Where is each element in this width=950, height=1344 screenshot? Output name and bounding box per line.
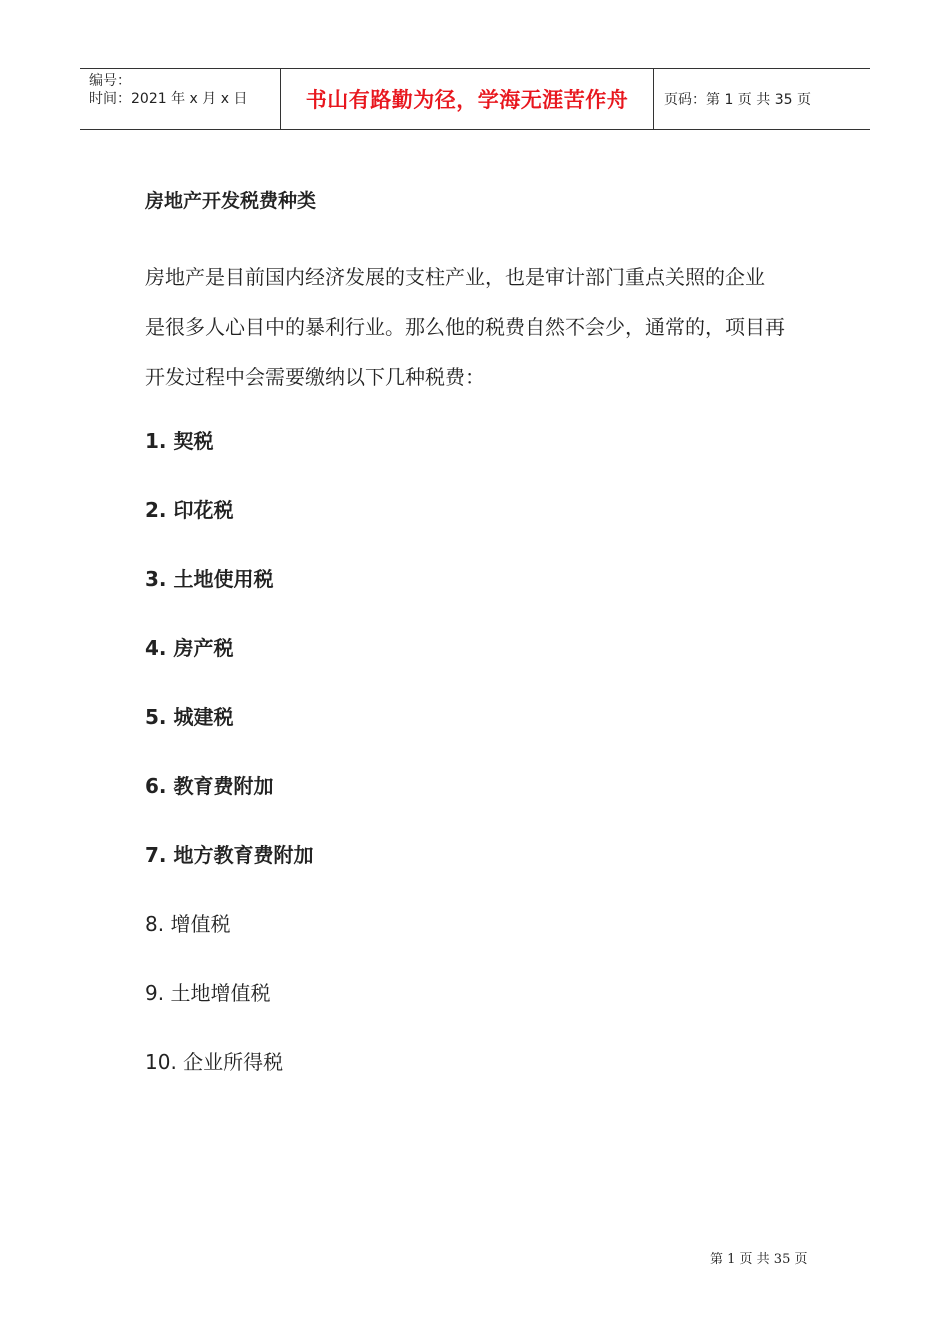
time-label: 时间：2021 年 x 月 x 日 bbox=[89, 91, 248, 107]
paragraph-line: 开发过程中会需要缴纳以下几种税费： bbox=[145, 365, 485, 389]
motto-text: 书山有路勤为径，学海无涯苦作舟 bbox=[305, 87, 629, 112]
tax-item: 5. 城建税 bbox=[145, 705, 234, 729]
header-page-info: 页码：第 1 页 共 35 页 bbox=[664, 92, 811, 108]
tax-item: 2. 印花税 bbox=[145, 498, 234, 522]
tax-item: 10. 企业所得税 bbox=[145, 1050, 284, 1074]
intro-paragraph bbox=[145, 252, 815, 402]
paragraph-line: 房地产是目前国内经济发展的支柱产业，也是审计部门重点关照的企业 bbox=[145, 265, 765, 289]
tax-item: 9. 土地增值税 bbox=[145, 981, 271, 1005]
tax-item: 4. 房产税 bbox=[145, 636, 234, 660]
paragraph-line: 是很多人心目中的暴利行业。那么他的税费自然不会少，通常的，项目再 bbox=[145, 315, 785, 339]
tax-item: 6. 教育费附加 bbox=[145, 774, 274, 798]
number-label: 编号： bbox=[89, 73, 131, 89]
tax-item: 8. 增值税 bbox=[145, 912, 231, 936]
header-meta-cell bbox=[80, 69, 281, 129]
tax-item: 7. 地方教育费附加 bbox=[145, 843, 314, 867]
tax-item: 3. 土地使用税 bbox=[145, 567, 274, 591]
tax-item: 1. 契税 bbox=[145, 429, 214, 453]
document-header bbox=[80, 68, 870, 130]
document-title: 房地产开发税费种类 bbox=[145, 190, 317, 212]
header-motto-cell bbox=[281, 69, 654, 129]
header-page-cell bbox=[654, 69, 870, 129]
footer-page-info: 第 1 页 共 35 页 bbox=[710, 1252, 808, 1267]
